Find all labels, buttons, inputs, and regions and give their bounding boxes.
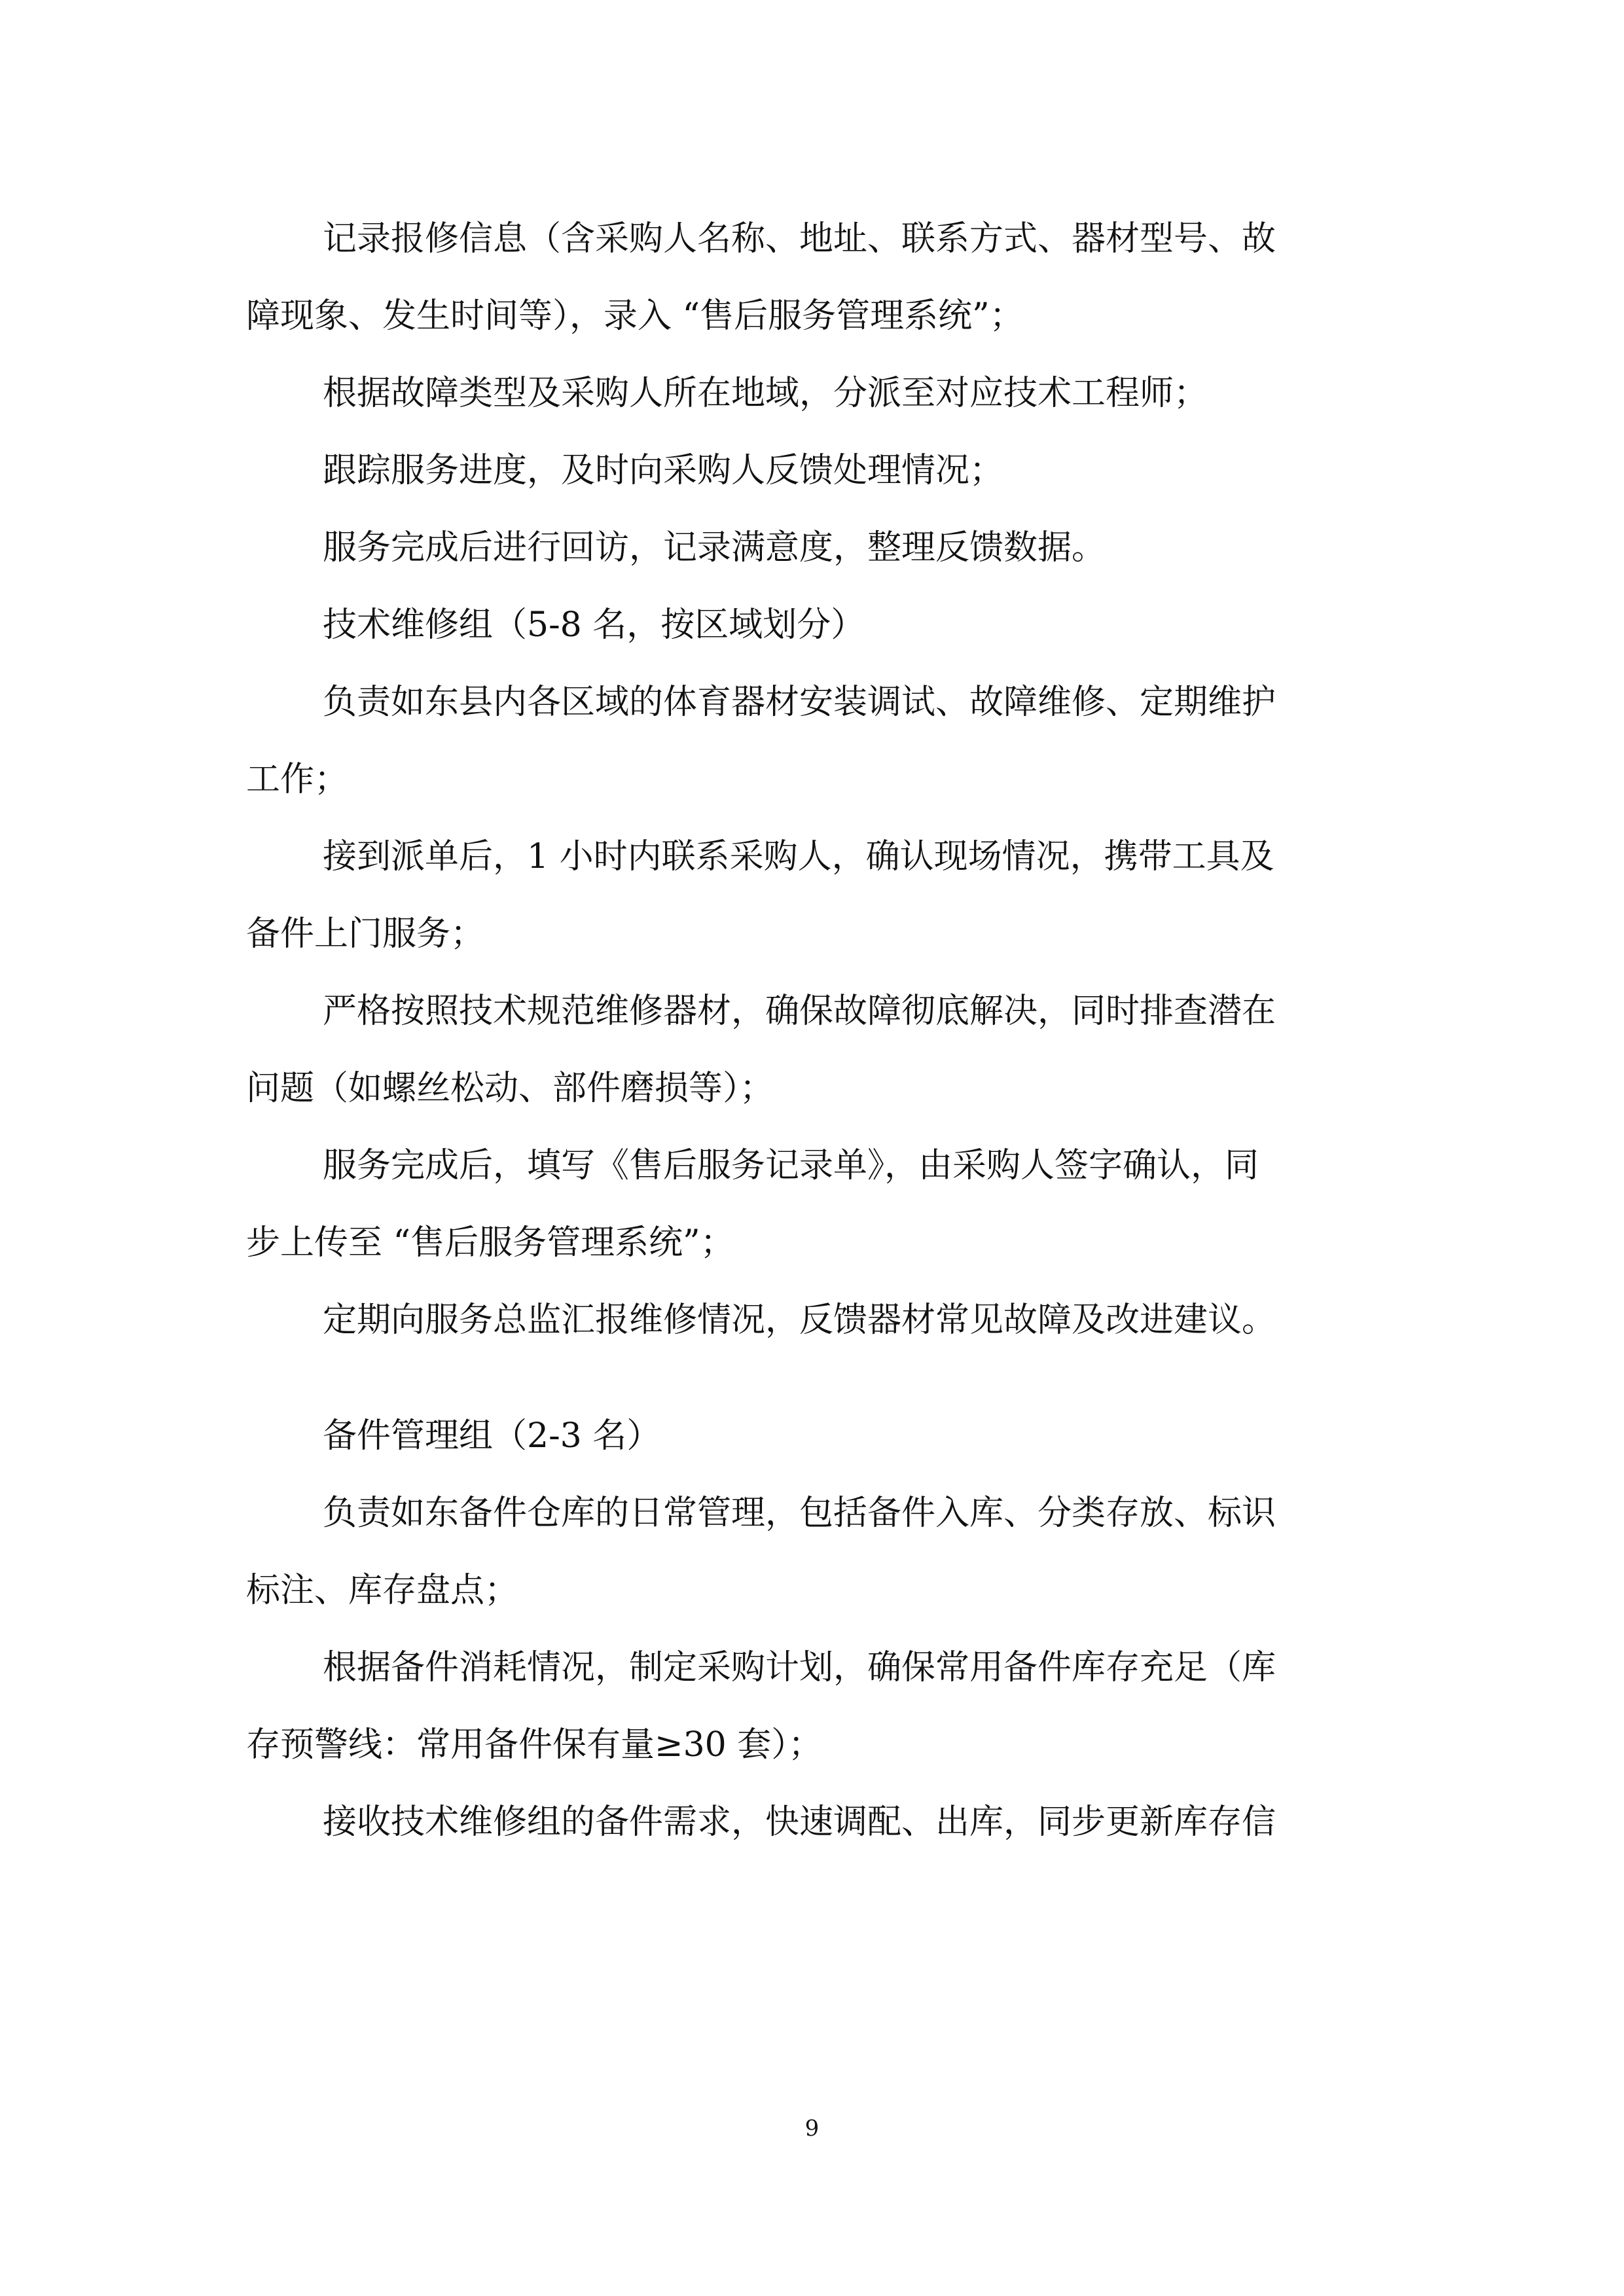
text-line: 接到派单后，1 小时内联系采购人，确认现场情况，携带工具及: [323, 837, 1274, 876]
text-line: 问题（如螺丝松动、部件磨损等）；: [246, 1069, 774, 1108]
text-line: 记录报修信息（含采购人名称、地址、联系方式、器材型号、故: [323, 219, 1276, 259]
text-line: 服务完成后，填写《售后服务记录单》，由采购人签字确认，同: [323, 1146, 1259, 1185]
text-line: 备件上门服务；: [246, 914, 485, 954]
text-line: 负责如东县内各区域的体育器材安装调试、故障维修、定期维护: [323, 683, 1276, 722]
section-heading: 备件管理组（2-3 名）: [323, 1416, 661, 1456]
text-line: 根据备件消耗情况，制定采购计划，确保常用备件库存充足（库: [323, 1648, 1276, 1687]
section-heading: 技术维修组（5-8 名，按区域划分）: [323, 605, 865, 645]
text-line: 障现象、发生时间等），录入 “售后服务管理系统”；: [246, 296, 1024, 336]
text-line: 跟踪服务进度，及时向采购人反馈处理情况；: [323, 451, 1004, 490]
text-line: 标注、库存盘点；: [246, 1571, 519, 1610]
text-line: 存预警线：常用备件保有量≥30 套）；: [246, 1725, 823, 1765]
text-line: 工作；: [246, 760, 349, 799]
text-line: 定期向服务总监汇报维修情况，反馈器材常见故障及改进建议。: [323, 1300, 1276, 1340]
text-line: 步上传至 “售后服务管理系统”；: [246, 1223, 734, 1263]
page-number: 9: [804, 2115, 820, 2142]
text-line: 负责如东备件仓库的日常管理，包括备件入库、分类存放、标识: [323, 1494, 1276, 1533]
text-line: 接收技术维修组的备件需求，快速调配、出库，同步更新库存信: [323, 1803, 1276, 1842]
text-line: 严格按照技术规范维修器材，确保故障彻底解决，同时排查潜在: [323, 992, 1276, 1031]
text-line: 根据故障类型及采购人所在地域，分派至对应技术工程师；: [323, 374, 1208, 413]
text-line: 服务完成后进行回访，记录满意度，整理反馈数据。: [323, 528, 1106, 567]
